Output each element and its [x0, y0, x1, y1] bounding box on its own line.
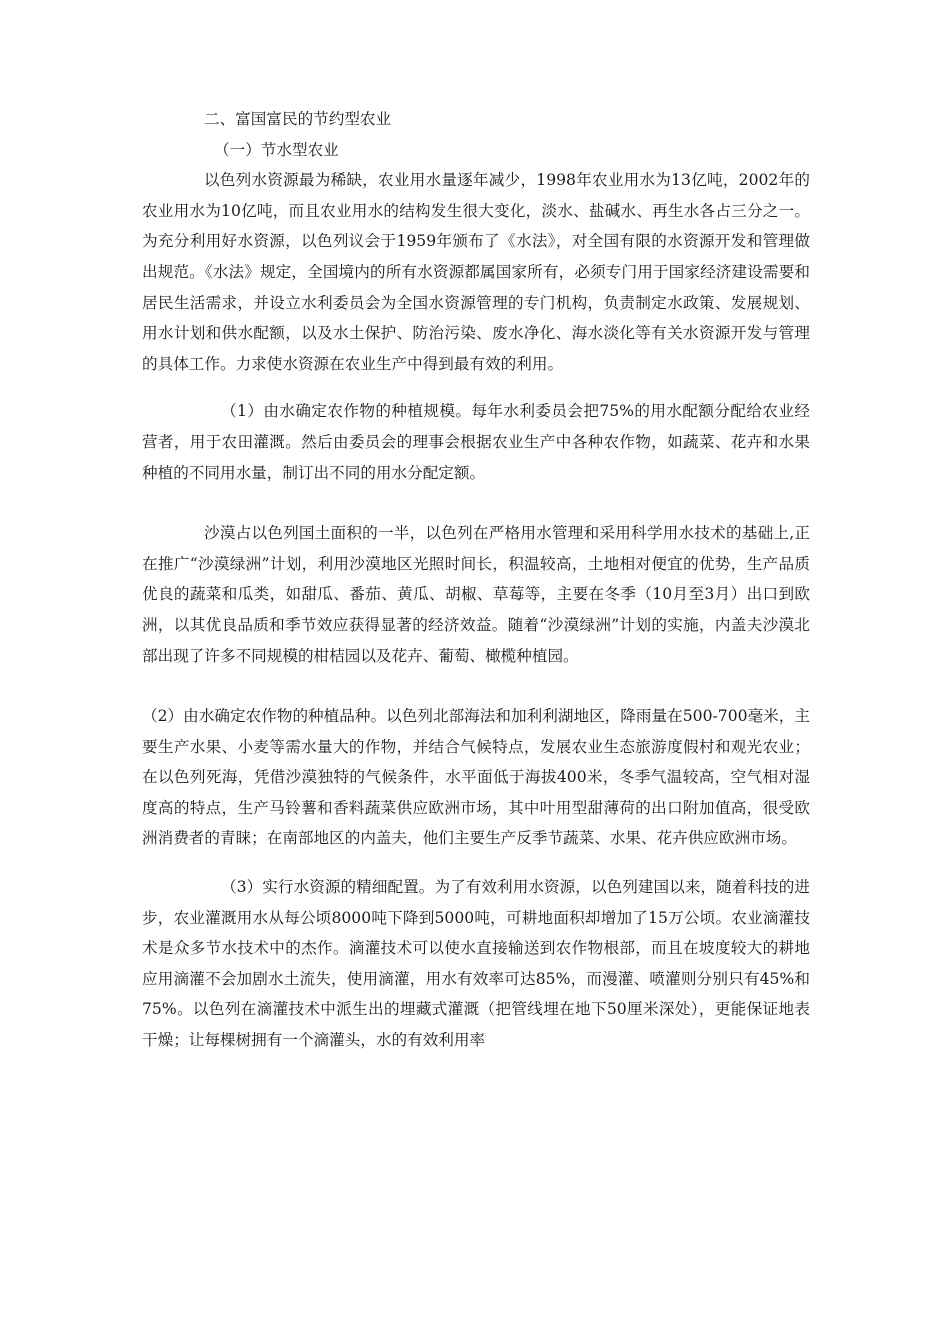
document-body [142, 104, 810, 1056]
section-title: 二、富国富民的节约型农业 [204, 110, 392, 128]
paragraph-planting-scale: （1）由水确定农作物的种植规模。每年水利委员会把75%的用水配额分配给农业经营者，用于农田灌溉。然后由委员会的理事会根据农业生产中各种农作物，如蔬菜、花卉和水果种植的不同用水量，制订出不同的用水分配定额。 [142, 402, 810, 482]
paragraph-fine-allocation: （3）实行水资源的精细配置。为了有效利用水资源，以色列建国以来，随着科技的进步，农业灌溉用水从每公顷8000吨下降到5000吨，可耕地面积却增加了15万公顷。农业滴灌技术是众多节水技术中的杰作。滴灌技术可以使水直接输送到农作物根部，而且在坡度较大的耕地应用滴灌不会加剧水土流失，使用滴灌，用水有效率可达85%，而漫灌、喷灌则分别只有45%和75%。以色列在滴灌技术中派生出的埋藏式灌溉（把管线埋在地下50厘米深处），更能保证地表干燥；让每棵树拥有一个滴灌头，水的有效利用率 [142, 878, 810, 1050]
paragraph-water-law: 以色列水资源最为稀缺，农业用水量逐年减少，1998年农业用水为13亿吨，2002年的农业用水为10亿吨，而且农业用水的结构发生很大变化，淡水、盐碱水、再生水各占三分之一。为充分利用好水资源，以色列议会于1959年颁布了《水法》，对全国有限的水资源开发和管理做出规范。《水法》规定，全国境内的所有水资源都属国家所有，必须专门用于国家经济建设需要和居民生活需求，并设立水利委员会为全国水资源管理的专门机构，负责制定水政策、发展规划、用水计划和供水配额，以及水土保护、防治污染、废水净化、海水淡化等有关水资源开发与管理的具体工作。力求使水资源在农业生产中得到最有效的利用。 [142, 171, 810, 373]
subsection-title: （一）节水型农业 [214, 140, 339, 159]
paragraph-desert-oasis: 沙漠占以色列国土面积的一半，以色列在严格用水管理和采用科学用水技术的基础上,正在推广“沙漠绿洲”计划，利用沙漠地区光照时间长，积温较高，土地相对便宜的优势，生产品质优良的蔬菜和瓜类，如甜瓜、番茄、黄瓜、胡椒、草莓等，主要在冬季（10月至3月）出口到欧洲，以其优良品质和季节效应获得显著的经济效益。随着“沙漠绿洲”计划的实施，内盖夫沙漠北部出现了许多不同规模的柑桔园以及花卉、葡萄、橄榄种植园。 [142, 524, 810, 665]
paragraph-crop-varieties: （2）由水确定农作物的种植品种。以色列北部海法和加利利湖地区，降雨量在500-700毫米，主要生产水果、小麦等需水量大的作物，并结合气候特点，发展农业生态旅游度假村和观光农业；在以色列死海，凭借沙漠独特的气候条件，水平面低于海拔400米，冬季气温较高，空气相对湿度高的特点，生产马铃薯和香料蔬菜供应欧洲市场，其中叶用型甜薄荷的出口附加值高，很受欧洲消费者的青睐；在南部地区的内盖夫，他们主要生产反季节蔬菜、水果、花卉供应欧洲市场。 [142, 707, 810, 848]
